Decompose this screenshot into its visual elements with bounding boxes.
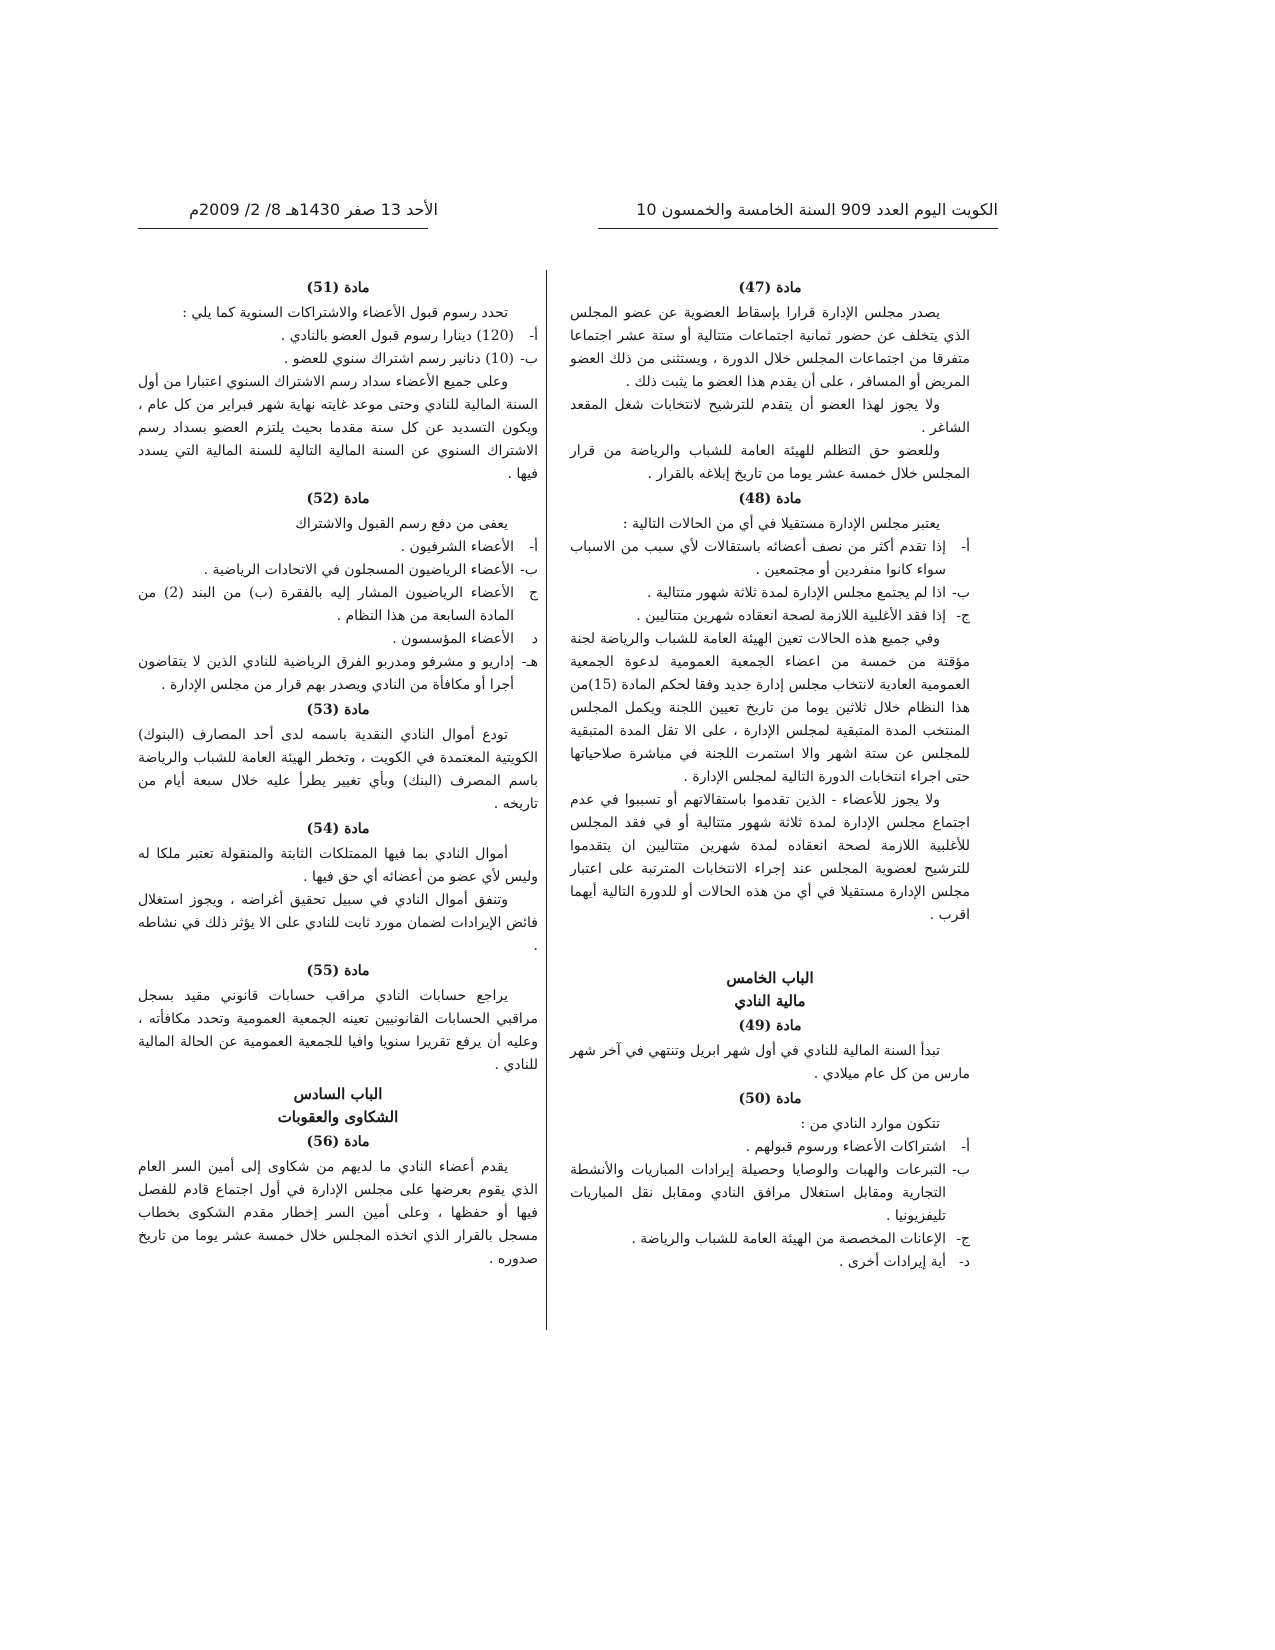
list-item-label: أ- (529, 539, 538, 555)
list-item-text: الأعضاء الرياضيون المشار إليه بالفقرة (ب) من البند (2) من المادة السابعة من هذا النظام . (138, 585, 514, 624)
page-header (138, 200, 998, 240)
chapter-title: الباب السادس (293, 1085, 383, 1103)
article-title: مادة (56) (306, 1134, 370, 1150)
list-item-text: اشتراكات الأعضاء ورسوم قبولهم . (745, 1139, 946, 1155)
article-paragraph: تودع أموال النادي النقدية باسمه لدى أحد المصارف (البنوك) الكويتية المعتمدة في الكويت ، وتخطر الهيئة العامة للشباب والرياضة باسم المصرف (البنك) وبأي تغيير يطرأ عليه خلال سبعة أيام من تاريخه . (138, 727, 538, 812)
list-item-text: إذا تقدم أكثر من نصف أعضائه باستقالات لأي سبب من الاسباب سواء كانوا منفردين أو مجتمعين . (570, 539, 946, 578)
list-item-label: د (531, 631, 538, 647)
chapter-subtitle: مالية النادي (734, 992, 806, 1010)
list-item-label: ب- (520, 562, 538, 578)
article-paragraph: أموال النادي بما فيها الممتلكات الثابتة والمنقولة تعتبر ملكا له وليس لأي عضو من أعضائه أي حق فيها . (138, 846, 538, 885)
list-item-text: أية إيرادات أخرى . (838, 1254, 946, 1270)
chapter-subtitle: الشكاوى والعقوبات (277, 1108, 399, 1126)
list-item (570, 582, 970, 605)
article-title: مادة (51) (306, 280, 370, 296)
article-intro: يعفى من دفع رسم القبول والاشتراك (295, 516, 508, 532)
header-publication-info: الكويت اليوم العدد 909 السنة الخامسة والخمسون 10 (636, 200, 998, 219)
article-paragraph: يراجع حسابات النادي مراقب حسابات قانوني مقيد بسجل مراقبي الحسابات القانونيين تعينه الجمعية العمومية وتحدد مكافأته ، وعليه أن يرفع تقريرا سنويا وافيا للجمعية العمومية عن الحالة المالية للنادي . (138, 988, 538, 1073)
list-item (570, 1251, 970, 1274)
list-item-text: الأعضاء المؤسسون . (392, 631, 514, 647)
article-intro: تتكون موارد النادي من : (800, 1116, 940, 1132)
list-item-text: اذا لم يجتمع مجلس الإدارة لمدة ثلاثة شهور متتالية . (647, 585, 946, 601)
article-paragraph: يصدر مجلس الإدارة قرارا بإسقاط العضوية عن عضو المجلس الذي يتخلف عن حضور ثمانية اجتماعات متتالية أو ستة عشر اجتماعا متفرقا من اجتماعات المجلس خلال الدورة ، ويستثنى من ذلك العضو المريض أو المسافر ، على أن يقدم هذا العضو ما يثبت ذلك . (570, 305, 970, 390)
list-item (138, 325, 538, 348)
list-item-label: د- (959, 1254, 970, 1270)
list-item-text: (120) دينارا رسوم قبول العضو بالنادي . (280, 328, 514, 344)
list-item-text: (10) دنانير رسم اشتراك سنوي للعضو . (283, 351, 514, 367)
list-item (570, 1159, 970, 1228)
list-item-label: أ- (961, 1139, 970, 1155)
list-item-label: هـ- (521, 654, 538, 670)
list-item-label: أ- (529, 328, 538, 344)
list-item-text: إداريو و مشرفو ومدربو الفرق الرياضية للنادي الذين لا يتقاضون أجرا أو مكافأة من النادي ويصدر بهم قرار من مجلس الإدارة . (138, 654, 514, 693)
section-spacer (570, 927, 970, 967)
list-item-text: الإعانات المخصصة من الهيئة العامة للشباب والرياضة . (631, 1231, 946, 1247)
article-title: مادة (55) (306, 963, 370, 979)
list-item (138, 348, 538, 371)
list-item-label: ج- (956, 608, 970, 624)
header-rule-right (598, 228, 998, 229)
list-item-label: ب- (520, 351, 538, 367)
header-date: الأحد 13 صفر 1430هـ 8/ 2/ 2009م (189, 200, 438, 219)
article-title: مادة (47) (738, 280, 802, 296)
list-item-label: ج (528, 585, 538, 601)
list-item-text: التبرعات والهبات والوصايا وحصيلة إيرادات المباريات والأنشطة التجارية ومقابل استغلال مرافق النادي ومقابل نقل المباريات تليفزيونيا . (570, 1162, 946, 1224)
article-title: مادة (52) (306, 491, 370, 507)
article-paragraph: ولا يجوز للأعضاء - الذين تقدموا باستقالاتهم أو تسببوا في عدم اجتماع مجلس الإدارة لمدة ثلاثة شهور متتالية أو في فقد المجلس للأغلبية اللازمة لصحة انعقاده لمدة شهرين متتاليين ان يتقدموا للترشيح لعضوية المجلس عند إجراء الانتخابات المترتبة على اعتبار مجلس الإدارة مستقيلا في أي من هذه الحالات أو للدورة التالية أيهما اقرب . (570, 792, 970, 923)
list-item-text: الأعضاء الرياضيون المسجلون في الاتحادات الرياضية . (203, 562, 514, 578)
list-item (570, 536, 970, 582)
article-paragraph: وللعضو حق التظلم للهيئة العامة للشباب والرياضة من قرار المجلس خلال خمسة عشر يوما من تاريخ إبلاغه بالقرار . (570, 443, 970, 482)
list-item-label: أ- (961, 539, 970, 555)
list-item-text: الأعضاء الشرفيون . (400, 539, 514, 555)
column-divider (546, 270, 547, 1330)
chapter-title: الباب الخامس (726, 969, 814, 987)
article-paragraph: وفي جميع هذه الحالات تعين الهيئة العامة للشباب والرياضة لجنة مؤقتة من خمسة من اعضاء الجمعية العمومية لدعوة الجمعية العمومية العادية لانتخاب مجلس إدارة جديد وفقا لحكم المادة (15)من هذا النظام خلال ثلاثين يوما من تاريخ تعيين اللجنة ويكمل المجلس المنتخب المدة المتبقية لمجلس الإدارة ، على الا تقل المدة المتبقية للمجلس عن ستة اشهر والا استمرت اللجنة في مباشرة صلاحياتها حتى اجراء انتخابات الدورة التالية لمجلس الإدارة . (570, 631, 970, 785)
article-paragraph: ولا يجوز لهذا العضو أن يتقدم للترشيح لانتخابات شغل المقعد الشاغر . (570, 397, 970, 436)
article-paragraph: يقدم أعضاء النادي ما لديهم من شكاوى إلى أمين السر العام الذي يقوم بعرضها على مجلس الإدارة في أول اجتماع قادم للفصل فيها أو حفظها ، وعلى أمين السر إخطار مقدم الشكوى بخطاب مسجل بالقرار الذي اتخذه المجلس خلال خمسة عشر يوما من تاريخ صدوره . (138, 1159, 538, 1267)
article-intro: تحدد رسوم قبول الأعضاء والاشتراكات السنوية كما يلي : (182, 305, 508, 321)
right-column (570, 275, 970, 1274)
article-title: مادة (49) (738, 1018, 802, 1034)
article-paragraph: تبدأ السنة المالية للنادي في أول شهر ابريل وتنتهي في آخر شهر مارس من كل عام ميلادي . (570, 1043, 970, 1082)
list-item-label: ب- (952, 1162, 970, 1178)
list-item (570, 1136, 970, 1159)
list-item (570, 605, 970, 628)
list-item (570, 1228, 970, 1251)
list-item (138, 536, 538, 559)
article-title: مادة (50) (738, 1091, 802, 1107)
list-item-text: إذا فقد الأغلبية اللازمة لصحة انعقاده شهرين متتاليين . (636, 608, 946, 624)
article-title: مادة (54) (306, 821, 370, 837)
list-item (138, 628, 538, 651)
article-title: مادة (48) (738, 491, 802, 507)
list-item (138, 559, 538, 582)
article-paragraph: وعلى جميع الأعضاء سداد رسم الاشتراك السنوي اعتبارا من أول السنة المالية للنادي وحتى موعد غايته نهاية شهر فبراير من كل عام ، ويكون التسديد عن كل سنة مقدما بحيث يلتزم العضو بسداد رسم الاشتراك السنوي عن السنة المالية التالية للسنة المالية التي يسدد فيها . (138, 374, 538, 482)
list-item (138, 651, 538, 697)
article-paragraph: وتنفق أموال النادي في سبيل تحقيق أغراضه ، ويجوز استغلال فائض الإيرادات لضمان مورد ثابت للنادي على الا يؤثر ذلك في نشاطه . (138, 892, 538, 954)
list-item-label: ج- (956, 1231, 970, 1247)
list-item (138, 582, 538, 628)
header-rule-left (138, 228, 428, 229)
list-item-label: ب- (952, 585, 970, 601)
article-intro: يعتبر مجلس الإدارة مستقيلا في أي من الحالات التالية : (622, 516, 940, 532)
article-title: مادة (53) (306, 702, 370, 718)
left-column (138, 275, 538, 1271)
